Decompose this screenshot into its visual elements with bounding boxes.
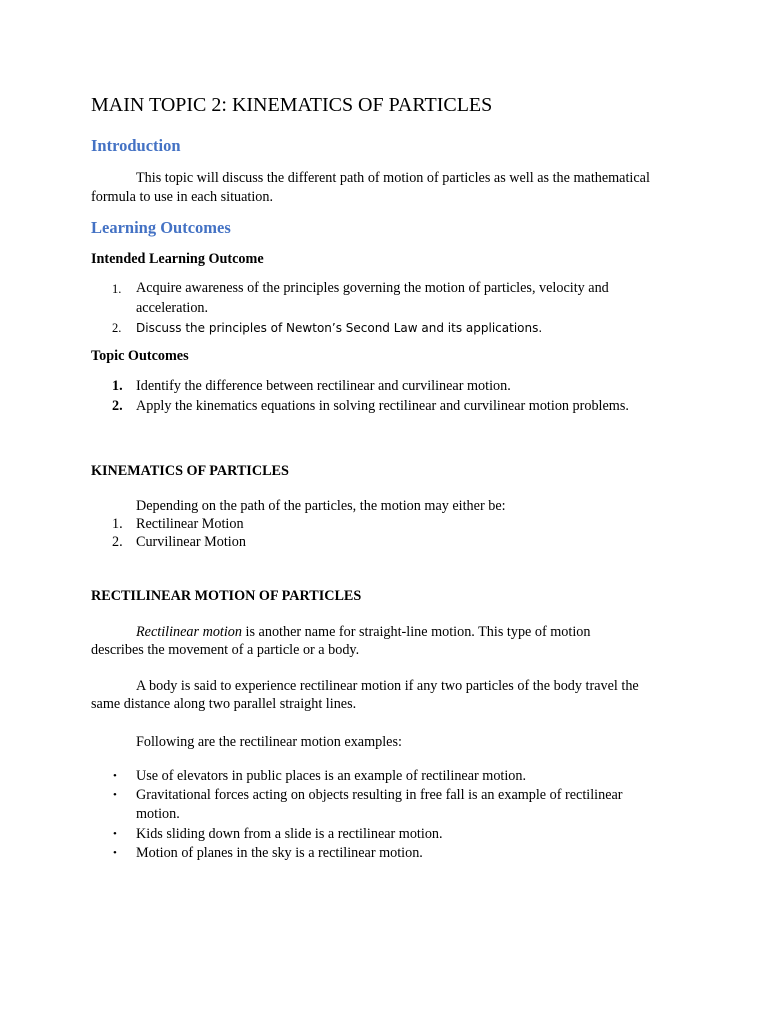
list-item: Acquire awareness of the principles governing the motion of particles, velocity and bbox=[136, 280, 609, 296]
list-number: 1. bbox=[112, 516, 123, 532]
intended-outcome-heading: Intended Learning Outcome bbox=[91, 251, 264, 267]
rectilinear-definition: is another name for straight-line motion. This type of motion bbox=[242, 624, 591, 640]
list-number: 2. bbox=[112, 534, 123, 550]
kinematics-heading: KINEMATICS OF PARTICLES bbox=[91, 463, 289, 479]
rectilinear-paragraph-2-line-1: A body is said to experience rectilinear motion if any two particles of the body travel the bbox=[136, 678, 639, 694]
list-item: Curvilinear Motion bbox=[136, 534, 246, 550]
rectilinear-examples-intro: Following are the rectilinear motion examples: bbox=[136, 734, 402, 750]
list-item: Use of elevators in public places is an example of rectilinear motion. bbox=[136, 768, 527, 784]
introduction-heading: Introduction bbox=[91, 136, 181, 155]
rectilinear-paragraph-1-line-2: describes the movement of a particle or a body. bbox=[91, 642, 360, 658]
learning-outcomes-heading: Learning Outcomes bbox=[91, 218, 231, 237]
rectilinear-paragraph-2-line-2: same distance along two parallel straight lines. bbox=[91, 696, 357, 712]
list-item: Gravitational forces acting on objects resulting in free fall is an example of rectilinear bbox=[136, 787, 623, 803]
list-item: Apply the kinematics equations in solving rectilinear and curvilinear motion problems. bbox=[136, 398, 629, 414]
list-number: 2. bbox=[112, 398, 123, 414]
bullet-icon: • bbox=[113, 770, 117, 782]
rectilinear-term: Rectilinear motion bbox=[136, 624, 242, 640]
list-item: Identify the difference between rectilinear and curvilinear motion. bbox=[136, 378, 511, 394]
bullet-icon: • bbox=[113, 828, 117, 840]
list-number: 2. bbox=[112, 321, 122, 335]
list-item-continuation: acceleration. bbox=[136, 300, 209, 316]
page-title: MAIN TOPIC 2: KINEMATICS OF PARTICLES bbox=[91, 94, 493, 116]
topic-outcomes-heading: Topic Outcomes bbox=[91, 348, 189, 364]
bullet-icon: • bbox=[113, 789, 117, 801]
list-item: Discuss the principles of Newton’s Second Law and its applications. bbox=[136, 321, 543, 335]
list-number: 1. bbox=[112, 282, 122, 296]
list-item: Motion of planes in the sky is a rectilinear motion. bbox=[136, 845, 423, 861]
list-item: Kids sliding down from a slide is a rectilinear motion. bbox=[136, 826, 443, 842]
bullet-icon: • bbox=[113, 847, 117, 859]
list-item-continuation: motion. bbox=[136, 806, 180, 822]
kinematics-intro: Depending on the path of the particles, the motion may either be: bbox=[136, 498, 506, 514]
list-number: 1. bbox=[112, 378, 123, 394]
rectilinear-paragraph-1-line-1 bbox=[136, 623, 590, 641]
list-item: Rectilinear Motion bbox=[136, 516, 244, 532]
rectilinear-heading: RECTILINEAR MOTION OF PARTICLES bbox=[91, 588, 362, 604]
introduction-line-2: formula to use in each situation. bbox=[91, 189, 274, 205]
introduction-line-1: This topic will discuss the different path of motion of particles as well as the mathematical bbox=[136, 170, 650, 186]
